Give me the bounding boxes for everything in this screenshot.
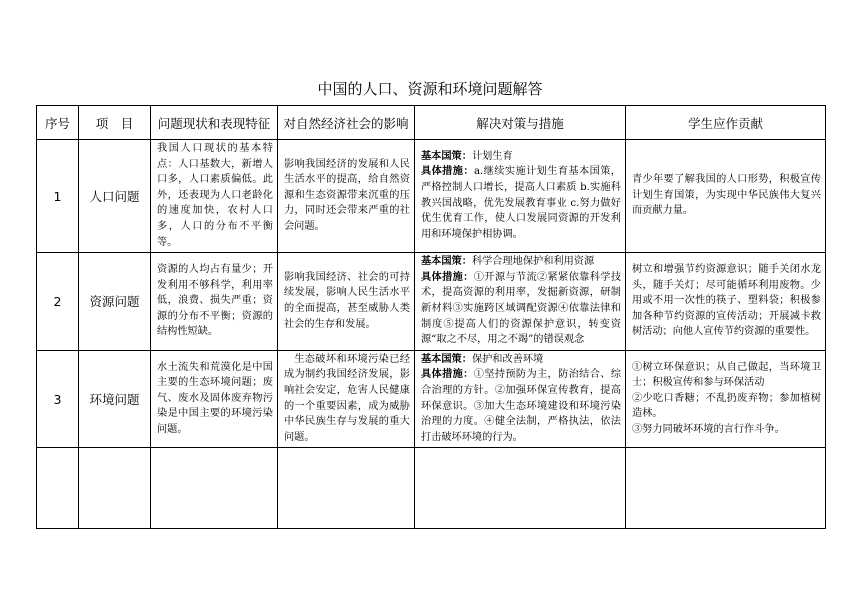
contribution-text: 青少年要了解我国的人口形势，积极宣传计划生育国策，为实现中华民族伟大复兴而贡献力量。: [632, 174, 821, 217]
row-number: 1: [37, 140, 79, 253]
header-impact: 对自然经济社会的影响: [278, 106, 415, 140]
measure-label: 具体措施：: [421, 271, 474, 283]
impact-text: 影响我国经济、社会的可持续发展，影响人民生活水平的全面提高，甚至威胁人类社会的生存和发展。: [284, 271, 410, 330]
contribution-line: ①树立环保意识；从自己做起，当环境卫士；积极宣传和参与环保活动: [632, 361, 821, 389]
contribution-cell: [626, 140, 826, 253]
page-title: 中国的人口、资源和环境问题解答: [317, 80, 543, 98]
table-row: [37, 140, 826, 253]
contribution-cell: [626, 253, 826, 351]
empty-row: [37, 448, 826, 529]
row-number: 3: [37, 350, 79, 448]
row-item: 资源问题: [79, 253, 151, 351]
impact-text: 生态破坏和环境污染已经成为制约我国经济发展，影响社会安定，危害人民健康的一个重要因素，成为威胁中华民族生存与发展的重大问题。: [284, 353, 410, 443]
table-row: [37, 253, 826, 351]
measures-cell: [415, 140, 626, 253]
header-number: 序号: [37, 106, 79, 140]
header-status: 问题现状和表现特征: [151, 106, 278, 140]
policy-text: 科学合理地保护和利用资源: [471, 256, 595, 268]
measures-cell: [415, 350, 626, 448]
measure-line: [421, 164, 621, 242]
contribution-line: ③努力同破坏环境的言行作斗争。: [632, 423, 785, 435]
header-contribution: 学生应作贡献: [626, 106, 826, 140]
empty-cell: [151, 448, 278, 529]
status-text: 资源的人均占有量少；开发利用不够科学，利用率低，浪费、损失严重；资源的分布不平衡；资源的结构性短缺。: [157, 263, 273, 338]
header-row: [37, 106, 826, 140]
measures-cell: [415, 253, 626, 351]
status-cell: [151, 140, 278, 253]
empty-cell: [626, 448, 826, 529]
policy-line: [421, 254, 621, 270]
policy-label: 基本国策：: [421, 150, 472, 162]
row-item: 人口问题: [79, 140, 151, 253]
measure-line: [421, 270, 621, 348]
impact-text: 影响我国经济的发展和人民生活水平的提高，给自然资源和生态资源带来沉重的压力，同时还会带来严重的社会问题。: [284, 158, 410, 232]
empty-cell: [415, 448, 626, 529]
measure-label: 具体措施：: [421, 166, 474, 178]
measure-text: ①开源与节流②紧紧依靠科学技术，提高资源的利用率，发掘新资源，研制新材料③实施跨区域调配资源④依靠法律和制度⑤提高人们的资源保护意识，转变资源“取之不尽，用之不竭”的错误观念: [421, 271, 622, 346]
contribution-text: 树立和增强节约资源意识；随手关闭水龙头，随手关灯；尽可能循环利用废物。少用或不用一次性的筷子、塑料袋；积极参加各种节约资源的宣传活动；开展减卡救树活动；向他人宣传节约资源的重要性。: [632, 263, 821, 338]
status-text: 我国人口现状的基本特点：人口基数大，新增人口多，人口素质偏低。此外，还表现为人口老龄化的速度加快，农村人口多，人口的分布不平衡等。: [157, 143, 273, 248]
policy-line: [421, 352, 621, 368]
header-measures: 解决对策与措施: [415, 106, 626, 140]
summary-table: [36, 105, 826, 529]
policy-line: [421, 149, 621, 165]
empty-cell: [278, 448, 415, 529]
empty-cell: [37, 448, 79, 529]
impact-cell: [278, 350, 415, 448]
measure-text: ①坚持预防为主，防治结合、综合治理的方针。②加强环保宣传教育，提高环保意识。③加大生态环境建设和环境污染治理的力度。④健全法制，严格执法，依法打击破坏环境的行为。: [421, 369, 622, 443]
contribution-line: ②少吃口香糖；不乱扔废弃物；参加植树造林。: [632, 392, 821, 420]
status-text: 水土流失和荒漠化是中国主要的生态环境问题；废气、废水及固体废弃物污染是中国主要的环境污染问题。: [157, 361, 273, 435]
impact-cell: [278, 253, 415, 351]
policy-label: 基本国策：: [421, 353, 472, 365]
status-cell: [151, 350, 278, 448]
header-item: 项 目: [79, 106, 151, 140]
policy-label: 基本国策：: [421, 256, 472, 268]
measure-label: 具体措施：: [421, 369, 474, 381]
policy-text: 保护和改善环境: [471, 353, 544, 365]
table-row: [37, 350, 826, 448]
measure-text: a.继续实施计划生育基本国策，严格控制人口增长，提高人口素质 b.实施科教兴国战略，优先发展教育事业 c.努力做好优生优育工作，使人口发展同资源的开发利用和环境保护相协调。: [421, 166, 621, 240]
policy-text: 计划生育: [471, 150, 513, 162]
contribution-cell: [626, 350, 826, 448]
impact-cell: [278, 140, 415, 253]
empty-cell: [79, 448, 151, 529]
row-item: 环境问题: [79, 350, 151, 448]
measure-line: [421, 367, 621, 445]
row-number: 2: [37, 253, 79, 351]
status-cell: [151, 253, 278, 351]
